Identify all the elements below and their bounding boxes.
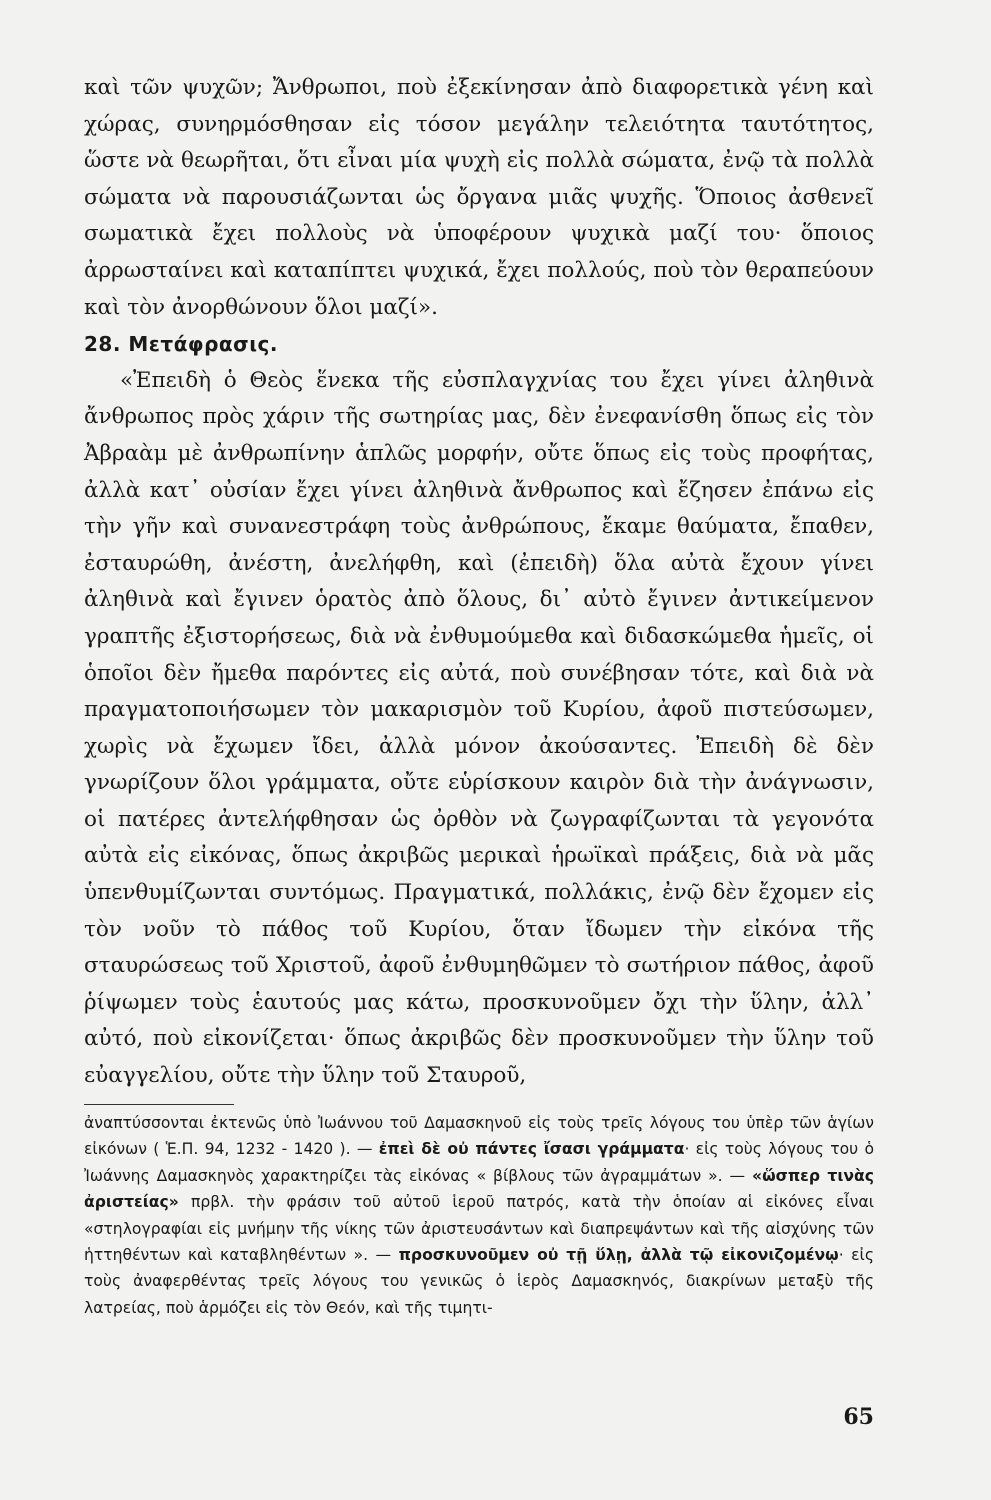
main-text <box>84 70 874 1095</box>
footnote-divider <box>84 1104 234 1105</box>
page-number: 65 <box>843 1404 874 1430</box>
footnote-bold-1: ἐπεὶ δὲ οὐ πάντες ἴσασι γράμματα <box>378 1140 685 1159</box>
footnote-paragraph <box>84 1110 874 1321</box>
footnote-text-2: · εἰς τοὺς λόγους του ὁ Ἰωάννης Δαμασκηνὸς χαρακτηρίζει τὰς εἰκόνας « βίβλους τῶν ἀγραμμάτων ». — <box>84 1140 874 1185</box>
paragraph-translation: «Ἐπειδὴ ὁ Θεὸς ἕνεκα τῆς εὐσπλαγχνίας του ἔχει γίνει ἀληθινὰ ἄνθρωπος πρὸς χάριν τῆς σωτηρίας μας, δὲν ἐνεφανίσθη ὅπως εἰς τὸν Ἀβραὰμ μὲ ἀνθρωπίνην ἁπλῶς μορφήν, οὔτε ὅπως εἰς τοὺς προφήτας, ἀλλὰ κατ᾽ οὐσίαν ἔχει γίνει ἀληθινὰ ἄνθρωπος καὶ ἔζησεν ἐπάνω εἰς τὴν γῆν καὶ συνανεστράφη τοὺς ἀνθρώπους, ἔκαμε θαύματα, ἔπαθεν, ἐσταυρώθη, ἀνέστη, ἀνελήφθη, καὶ (ἐπειδὴ) ὅλα αὐτὰ ἔχουν γίνει ἀληθινὰ καὶ ἔγινεν ὁρατὸς ἀπὸ ὅλους, δι᾽ αὐτὸ ἔγινεν ἀντικείμενον γραπτῆς ἐξιστορήσεως, διὰ νὰ ἐνθυμούμεθα καὶ διδασκώμεθα ἡμεῖς, οἱ ὁποῖοι δὲν ἤμεθα παρόντες εἰς αὐτά, ποὺ συνέβησαν τότε, καὶ διὰ νὰ πραγματοποιήσωμεν τὸν μακαρισμὸν τοῦ Κυρίου, ἀφοῦ πιστεύσωμεν, χωρὶς νὰ ἔχωμεν ἴδει, ἀλλὰ μόνον ἀκούσαντες. Ἐπειδὴ δὲ δὲν γνωρίζουν ὅλοι γράμματα, οὔτε εὑρίσκουν καιρὸν διὰ τὴν ἀνάγνωσιν, οἱ πατέρες ἀντελήφθησαν ὡς ὀρθὸν νὰ ζωγραφίζωνται τὰ γεγονότα αὐτὰ εἰς εἰκόνας, ὅπως ἀκριβῶς μερικαὶ ἡρωϊκαὶ πράξεις, διὰ νὰ μᾶς ὑπενθυμίζωνται συντόμως. Πραγματικά, πολλάκις, ἐνῷ δὲν ἔχομεν εἰς τὸν νοῦν τὸ πάθος τοῦ Κυρίου, ὅταν ἴδωμεν τὴν εἰκόνα τῆς σταυρώσεως τοῦ Χριστοῦ, ἀφοῦ ἐνθυμηθῶμεν τὸ σωτήριον πάθος, ἀφοῦ ῥίψωμεν τοὺς ἑαυτούς μας κάτω, προσκυνοῦμεν ὄχι τὴν ὕλην, ἀλλ᾽ αὐτό, ποὺ εἰκονίζεται· ὅπως ἀκριβῶς δὲν προσκυνοῦμεν τὴν ὕλην τοῦ εὐαγγελίου, οὔτε τὴν ὕλην τοῦ Σταυροῦ, <box>84 367 874 1089</box>
footnote-text-1: ἀναπτύσσονται ἐκτενῶς ὑπὸ Ἰωάννου τοῦ Δαμασκηνοῦ εἰς τοὺς τρεῖς λόγους του ὑπὲρ τῶν ἁγίων εἰκόνων ( Ἑ.Π. 94, 1232 - 1420 ). — <box>84 1114 874 1159</box>
footnote-bold-3: προσκυνοῦμεν οὐ τῇ ὕλῃ, ἀλλὰ τῷ εἰκονιζομένῳ <box>398 1246 839 1265</box>
section-heading: 28. Μετάφρασις. <box>84 332 278 357</box>
footnote-text-3: πρβλ. τὴν φράσιν τοῦ αὐτοῦ ἱεροῦ πατρός, κατὰ τὴν ὁποίαν αἱ εἰκόνες εἶναι «στηλογραφίαι εἰς μνήμην τῆς νίκης τῶν ἀριστευσάντων καὶ διαπρεψάντων καὶ τῆς αἰσχύνης τῶν ἡττηθέντων καὶ καταβληθέντων ». — <box>84 1193 874 1265</box>
footnote <box>84 1110 874 1321</box>
footnote-text-4: · εἰς τοὺς ἀναφερθέντας τρεῖς λόγους του γενικῶς ὁ ἱερὸς Δαμασκηνός, διακρίνων μεταξὺ τῆς λατρείας, ποὺ ἁρμόζει εἰς τὸν Θεόν, καὶ τῆς τιμητι- <box>84 1246 874 1317</box>
paragraph-continuation: καὶ τῶν ψυχῶν; Ἄνθρωποι, ποὺ ἐξεκίνησαν ἀπὸ διαφορετικὰ γένη καὶ χώρας, συνηρμόσθησαν εἰς τόσον μεγάλην τελειότητα ταυτότητος, ὥστε νὰ θεωρῆται, ὅτι εἶναι μία ψυχὴ εἰς πολλὰ σώματα, ἐνῷ τὰ πολλὰ σώματα νὰ παρουσιάζωνται ὡς ὄργανα μιᾶς ψυχῆς. Ὅποιος ἀσθενεῖ σωματικὰ ἔχει πολλοὺς νὰ ὑποφέρουν ψυχικὰ μαζί του· ὅποιος ἀρρωσταίνει καὶ καταπίπτει ψυχικά, ἔχει πολλούς, ποὺ τὸν θεραπεύουν καὶ τὸν ἀνορθώνουν ὅλοι μαζί». <box>84 75 874 320</box>
footnote-bold-2: «ὥσπερ τινὰς ἀριστείας» <box>84 1166 875 1212</box>
